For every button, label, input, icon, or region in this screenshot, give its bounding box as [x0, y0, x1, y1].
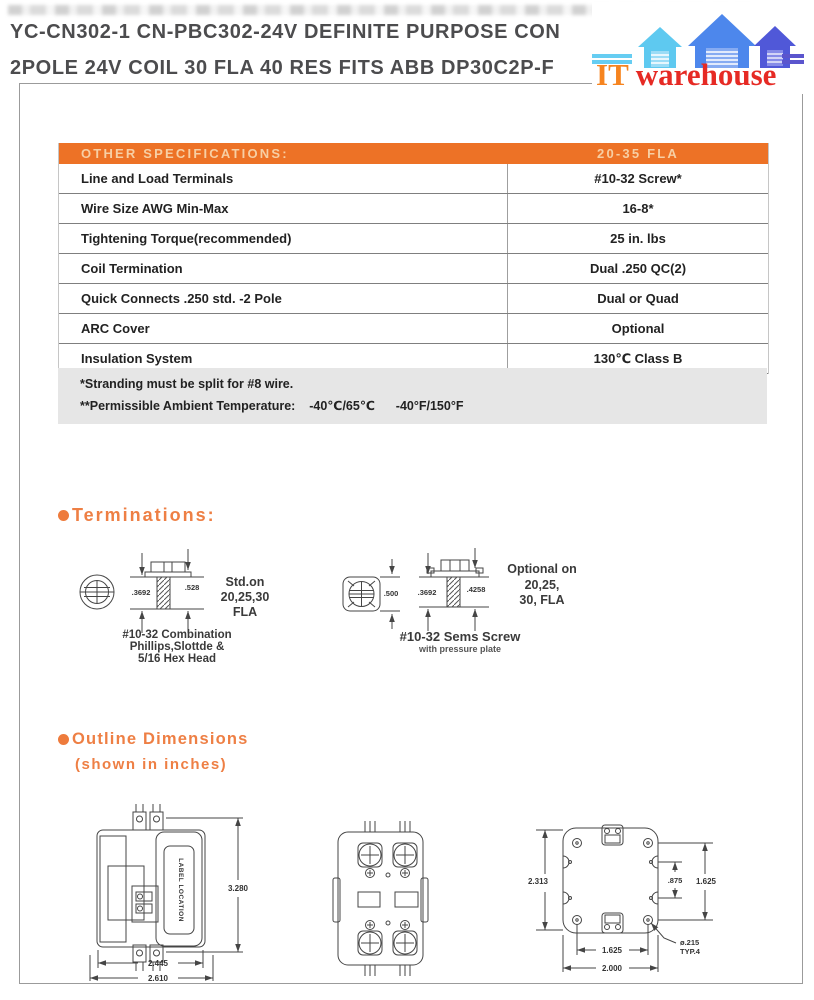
- std-note-line3: FLA: [232, 605, 258, 619]
- row-label: Coil Termination: [59, 254, 508, 283]
- table-row: [59, 194, 768, 224]
- product-title: [10, 14, 592, 86]
- table-footnotes: [58, 368, 767, 424]
- footnote-ambient-temp: **Permissible Ambient Temperature: -40℃/65℃ -40°F/150°F: [80, 399, 464, 413]
- label-location-text: LABEL LOCATION: [177, 858, 184, 922]
- logo-text-warehouse: warehouse: [635, 57, 777, 92]
- sems-note-line3: 30, FLA: [519, 593, 565, 607]
- datasheet-border-box: [19, 83, 803, 984]
- mount-dim-hole-span-v: 1.625: [695, 877, 717, 886]
- std-dim-528: .528: [184, 583, 200, 592]
- sems-dim-500: .500: [383, 589, 399, 598]
- sems-note-line2: 20,25,: [524, 578, 560, 592]
- table-header-row: [59, 143, 768, 164]
- row-label: Wire Size AWG Min-Max: [59, 194, 508, 223]
- mount-hole-callout-1: ø.215: [680, 938, 700, 947]
- outline-dimensions-diagram: [80, 800, 802, 983]
- it-warehouse-logo: [592, 2, 804, 94]
- product-title-line1: YC-CN302-1 CN-PBC302-24V DEFINITE PURPOSE CON: [10, 21, 561, 43]
- row-label: Quick Connects .250 std. -2 Pole: [59, 284, 508, 313]
- row-value: Optional: [611, 321, 665, 336]
- outline-dimensions-heading: [58, 730, 249, 749]
- terminations-diagram: [69, 545, 709, 675]
- bullet-icon: [58, 510, 69, 521]
- sems-note-line1: Optional on: [507, 562, 577, 576]
- sems-caption-sub: with pressure plate: [418, 644, 502, 654]
- table-row: [59, 284, 768, 314]
- terminations-heading-label: Terminations:: [72, 505, 216, 525]
- mount-hole-callout-2: TYP.4: [680, 947, 700, 956]
- product-title-line2: 2POLE 24V COIL 30 FLA 40 RES FITS ABB DP30C2P-F: [10, 57, 555, 79]
- logo-wordmark: [596, 58, 776, 92]
- contactor-top-view: [333, 821, 428, 976]
- front-dim-height: 3.280: [227, 884, 249, 893]
- std-note-line2: 20,25,30: [220, 590, 270, 604]
- std-screw-top-view: [80, 575, 114, 609]
- logo-text-it: IT: [596, 57, 629, 92]
- front-dim-width-outer: 2.610: [147, 974, 169, 983]
- footnote-stranding: *Stranding must be split for #8 wire.: [80, 377, 294, 391]
- sems-dim-3692: .3692: [417, 588, 437, 597]
- row-value: 16-8*: [622, 201, 654, 216]
- row-label: Tightening Torque(recommended): [59, 224, 508, 253]
- table-header-specs: OTHER SPECIFICATIONS:: [81, 146, 289, 161]
- sems-caption-title: #10-32 Sems Screw: [399, 629, 521, 644]
- row-value: Dual .250 QC(2): [589, 261, 687, 276]
- row-label: ARC Cover: [59, 314, 508, 343]
- table-header-fla: 20-35 FLA: [597, 146, 679, 161]
- outline-heading-label: Outline Dimensions: [72, 730, 249, 748]
- std-dim-3692: .3692: [131, 588, 151, 597]
- mount-dim-notch-span: .875: [667, 876, 683, 885]
- sems-dim-4258: .4258: [466, 585, 486, 594]
- row-value: 25 in. lbs: [610, 231, 666, 246]
- front-dim-width-inner: 2.445: [147, 959, 169, 968]
- row-value: Dual or Quad: [597, 291, 679, 306]
- bullet-icon: [58, 734, 69, 745]
- row-value: #10-32 Screw*: [594, 171, 682, 186]
- table-row: [59, 164, 768, 194]
- std-note-line1: Std.on: [225, 575, 265, 589]
- table-row: [59, 314, 768, 344]
- std-caption-line2: Phillips,Slottde &: [129, 641, 225, 653]
- mount-dim-width: 2.000: [601, 964, 623, 973]
- terminations-heading: [58, 505, 216, 526]
- contactor-front-view: [90, 804, 243, 981]
- row-label: Insulation System: [59, 344, 508, 373]
- other-specifications-table: [58, 143, 769, 374]
- row-value: 130℃ Class B: [593, 350, 683, 366]
- outline-subheading: (shown in inches): [75, 756, 228, 773]
- mount-dim-height: 2.313: [527, 877, 549, 886]
- row-label: Line and Load Terminals: [59, 164, 508, 193]
- mount-dim-hole-span-h: 1.625: [601, 946, 623, 955]
- table-row: [59, 254, 768, 284]
- std-caption-line3: 5/16 Hex Head: [138, 653, 216, 665]
- std-caption-line1: #10-32 Combination: [122, 629, 232, 641]
- table-row: [59, 224, 768, 254]
